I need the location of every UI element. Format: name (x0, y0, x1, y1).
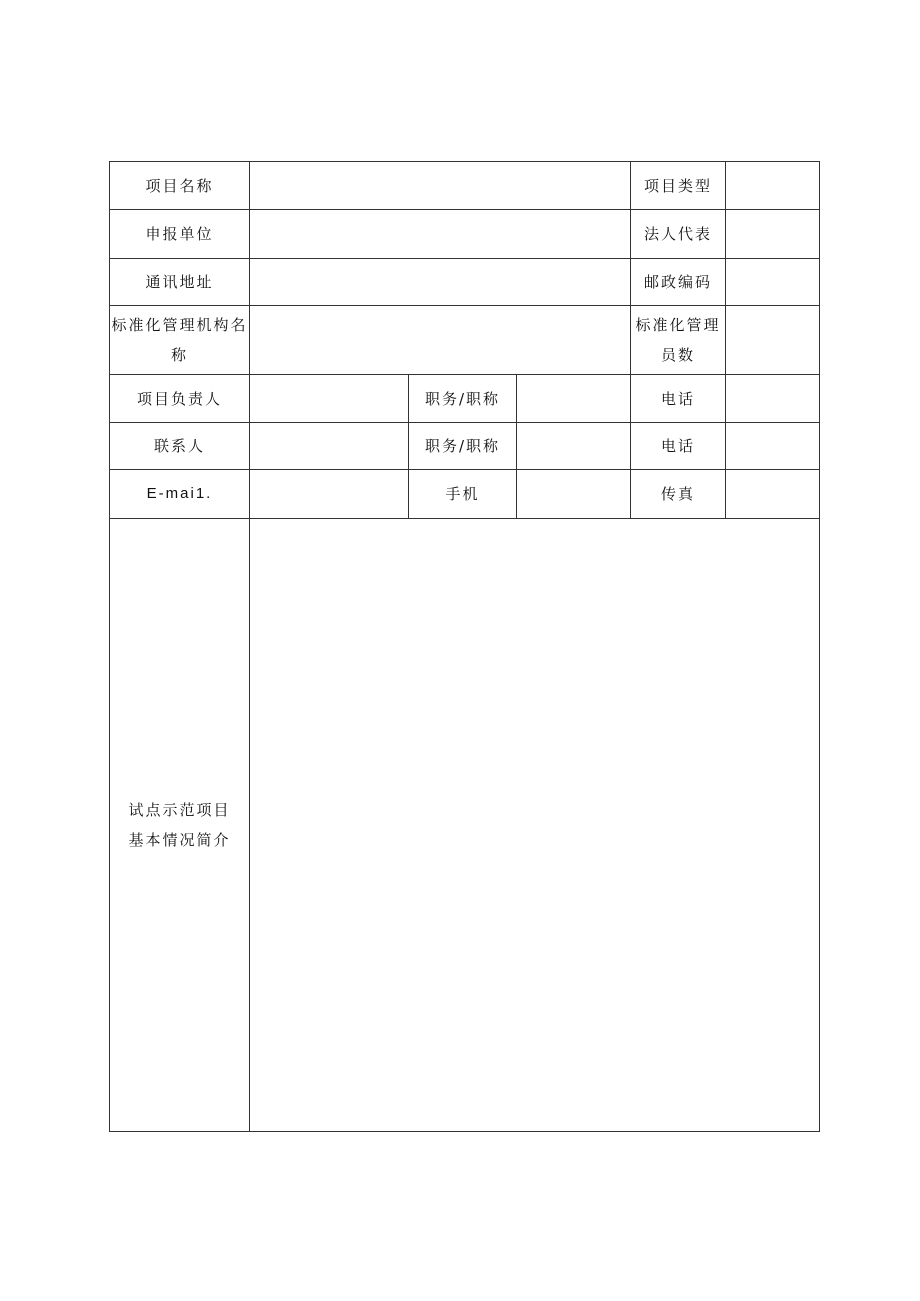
intro-field[interactable] (250, 519, 820, 1132)
address-label: 通讯地址 (110, 259, 250, 306)
applicant-unit-label: 申报单位 (110, 210, 250, 259)
mgmt-staff-label-line1: 标准化管理 (635, 316, 721, 334)
intro-label-line1: 试点示范项目 (128, 801, 231, 819)
project-lead-field[interactable] (250, 375, 409, 423)
mgmt-org-field[interactable] (250, 306, 631, 375)
mgmt-staff-field[interactable] (726, 306, 820, 375)
contact-field[interactable] (250, 423, 409, 470)
mobile-label: 手机 (409, 470, 517, 519)
lead-position-label: 职务/职称 (409, 375, 517, 423)
intro-label-line2: 基本情况简介 (128, 831, 231, 849)
project-type-field[interactable] (726, 162, 820, 210)
contact-phone-field[interactable] (726, 423, 820, 470)
lead-phone-field[interactable] (726, 375, 820, 423)
address-field[interactable] (250, 259, 631, 306)
lead-phone-label: 电话 (631, 375, 726, 423)
mgmt-staff-label (631, 306, 726, 375)
contact-position-label: 职务/职称 (409, 423, 517, 470)
email-label: E-mai1. (110, 470, 250, 519)
application-form (109, 161, 820, 1132)
contact-phone-label: 电话 (631, 423, 726, 470)
legal-rep-field[interactable] (726, 210, 820, 259)
fax-field[interactable] (726, 470, 820, 519)
project-lead-label: 项目负责人 (110, 375, 250, 423)
project-type-label: 项目类型 (631, 162, 726, 210)
fax-label: 传真 (631, 470, 726, 519)
project-name-field[interactable] (250, 162, 631, 210)
email-field[interactable] (250, 470, 409, 519)
mgmt-org-label (110, 306, 250, 375)
legal-rep-label: 法人代表 (631, 210, 726, 259)
postcode-field[interactable] (726, 259, 820, 306)
mgmt-org-label-line2: 称 (170, 346, 188, 364)
contact-label: 联系人 (110, 423, 250, 470)
postcode-label: 邮政编码 (631, 259, 726, 306)
mgmt-staff-label-line2: 员数 (661, 346, 696, 364)
mgmt-org-label-line1: 标准化管理机构名 (111, 316, 248, 334)
project-name-label: 项目名称 (110, 162, 250, 210)
mobile-field[interactable] (517, 470, 631, 519)
contact-position-field[interactable] (517, 423, 631, 470)
applicant-unit-field[interactable] (250, 210, 631, 259)
lead-position-field[interactable] (517, 375, 631, 423)
intro-label (110, 519, 250, 1132)
